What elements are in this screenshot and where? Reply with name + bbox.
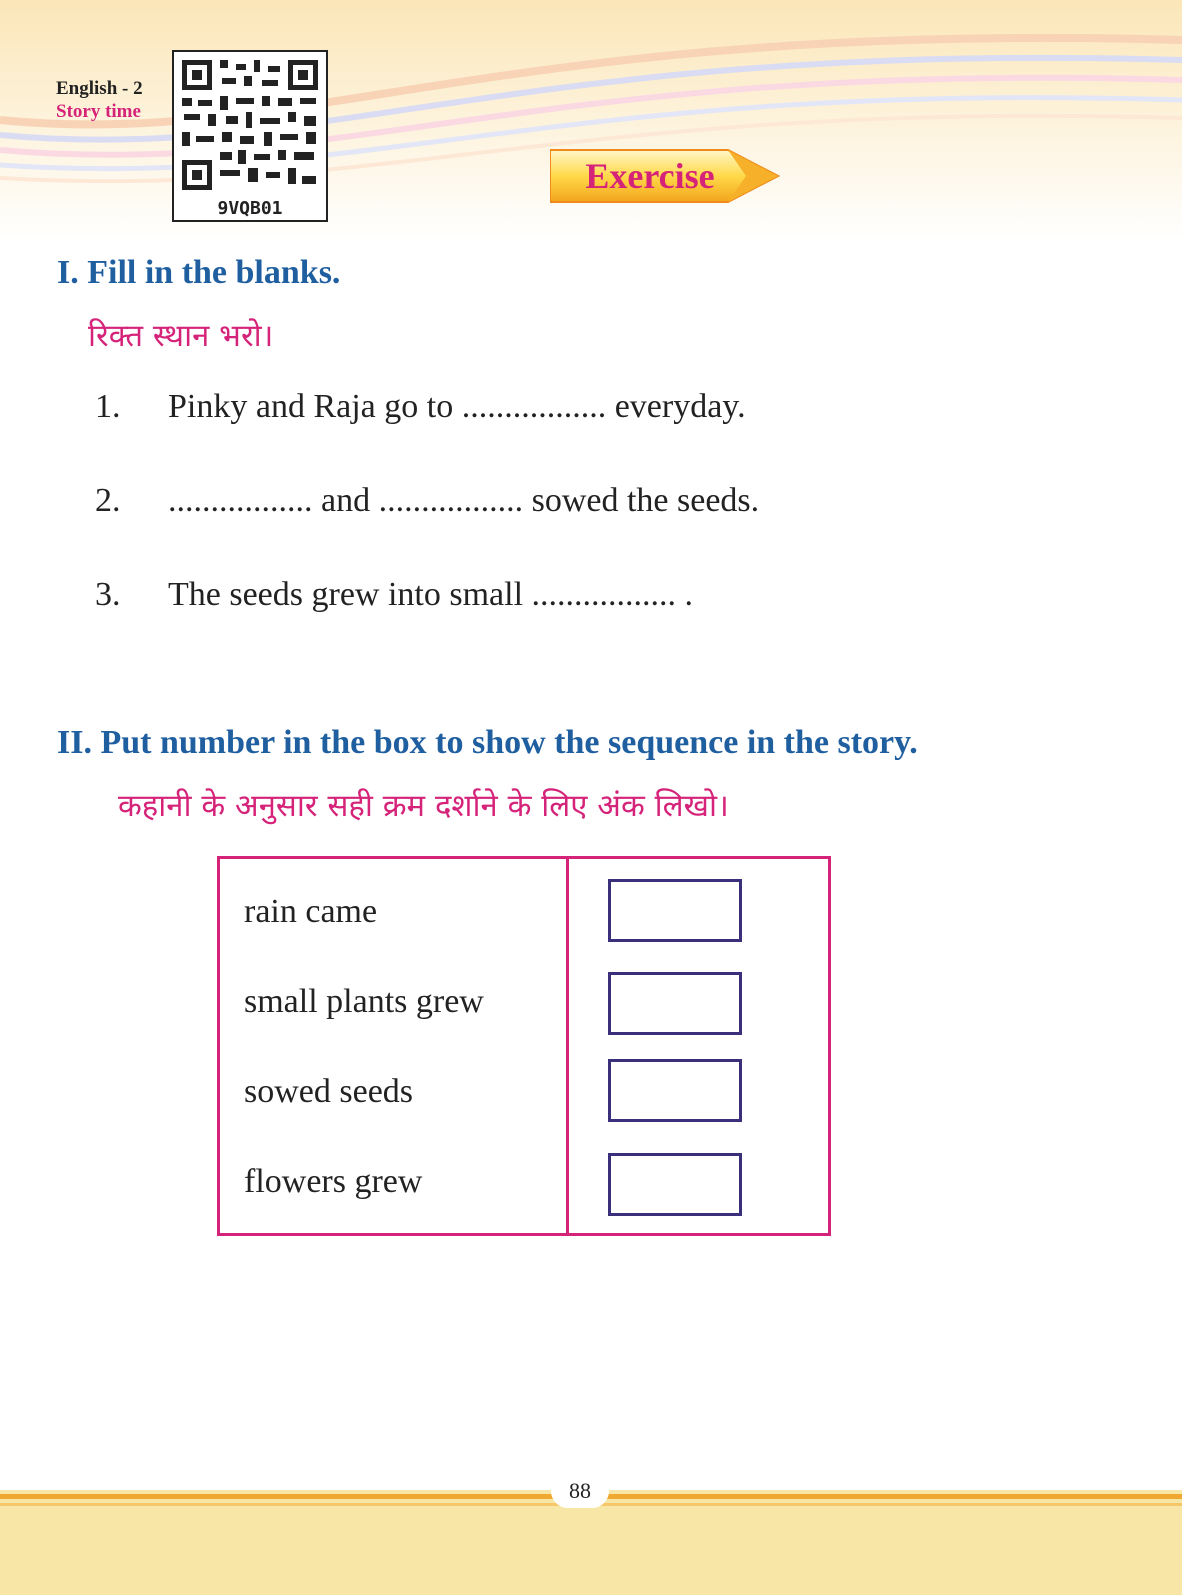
section2-hindi-instruction: कहानी के अनुसार सही क्रम दर्शाने के लिए अंक लिखो। xyxy=(118,788,729,824)
book-subtitle: Story time xyxy=(56,101,141,122)
question-number: 2. xyxy=(95,482,121,519)
sequence-number-box[interactable] xyxy=(608,879,742,942)
question-number: 1. xyxy=(95,388,121,425)
sequence-table xyxy=(217,856,831,1236)
sequence-number-box[interactable] xyxy=(608,1059,742,1122)
page-number: 88 xyxy=(551,1474,609,1508)
section2-heading: II. Put number in the box to show the sequence in the story. xyxy=(57,724,918,761)
question-text: ................. and ................. sowed the seeds. xyxy=(168,482,760,519)
question-text: The seeds grew into small ................. . xyxy=(168,576,694,613)
qr-code xyxy=(172,50,328,222)
section1-hindi-instruction: रिक्त स्थान भरो। xyxy=(88,318,274,354)
question-text: Pinky and Raja go to ................. everyday. xyxy=(168,388,746,425)
sequence-number-box[interactable] xyxy=(608,972,742,1035)
qr-code-label: 9VQB01 xyxy=(217,198,283,219)
sequence-item-label: rain came xyxy=(244,893,378,930)
question-number: 3. xyxy=(95,576,121,613)
sequence-item-label: small plants grew xyxy=(244,983,484,1020)
table-divider xyxy=(566,859,569,1233)
section1-heading: I. Fill in the blanks. xyxy=(57,254,341,291)
exercise-label: Exercise xyxy=(585,156,715,196)
book-title: English - 2 xyxy=(56,78,143,99)
qr-pattern-icon xyxy=(174,52,326,192)
sequence-number-box[interactable] xyxy=(608,1153,742,1216)
sequence-item-label: sowed seeds xyxy=(244,1073,414,1110)
sequence-item-label: flowers grew xyxy=(244,1163,423,1200)
